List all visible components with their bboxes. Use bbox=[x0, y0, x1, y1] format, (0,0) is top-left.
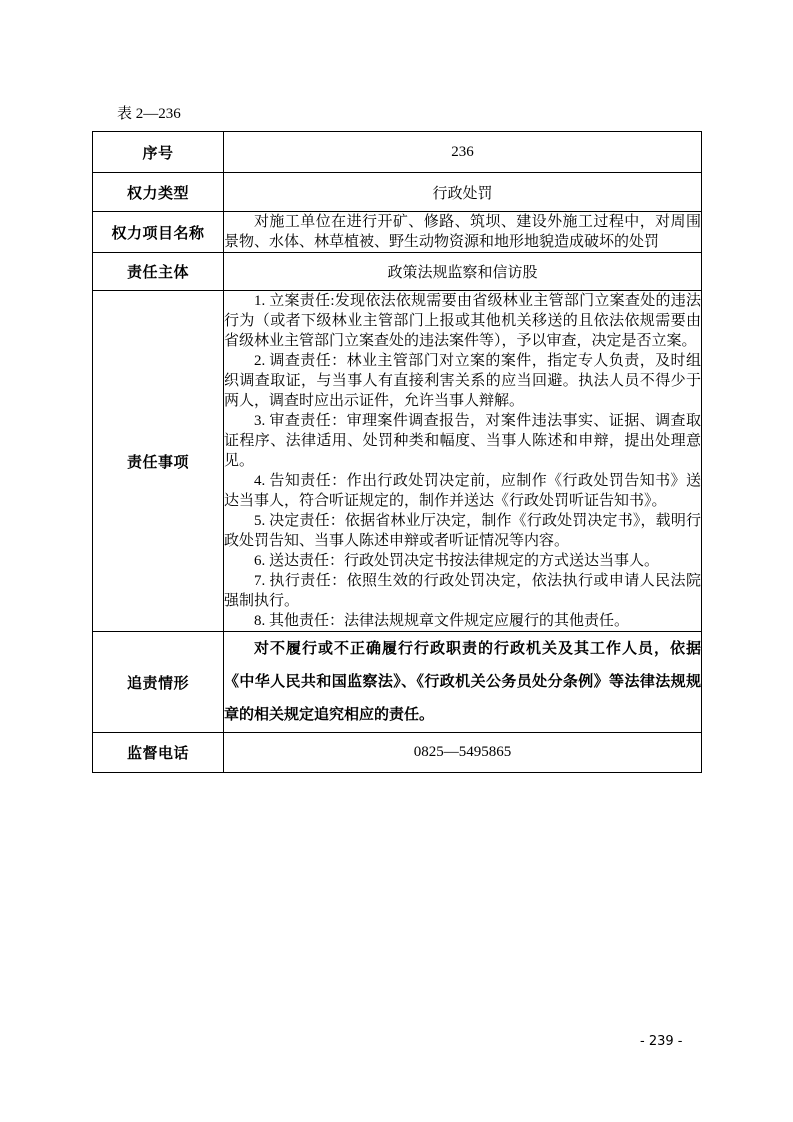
label-power-item-name: 权力项目名称 bbox=[93, 212, 224, 253]
label-serial-number: 序号 bbox=[93, 132, 224, 173]
power-item-name-text: 对施工单位在进行开矿、修路、筑坝、建设外施工过程中，对周围景物、水体、林草植被、野生动物资源和地形地貌造成破坏的处罚 bbox=[224, 214, 701, 250]
power-item-table bbox=[92, 131, 702, 773]
value-responsibility-matters bbox=[224, 291, 702, 632]
label-power-type: 权力类型 bbox=[93, 173, 224, 212]
value-accountability-situations bbox=[224, 632, 702, 733]
table-row-supervision-phone bbox=[93, 733, 702, 773]
label-supervision-phone: 监督电话 bbox=[93, 733, 224, 773]
responsibility-item-6: 6. 送达责任：行政处罚决定书按法律规定的方式送达当事人。 bbox=[254, 553, 660, 569]
table-caption: 表 2—236 bbox=[117, 106, 181, 122]
value-serial-number: 236 bbox=[224, 132, 702, 173]
responsibility-item-2: 2. 调查责任：林业主管部门对立案的案件，指定专人负责，及时组织调查取证，与当事人有直接利害关系的应当回避。执法人员不得少于两人，调查时应出示证件，允许当事人辩解。 bbox=[224, 353, 701, 409]
label-accountability-situations: 追责情形 bbox=[93, 632, 224, 733]
responsibility-item-7: 7. 执行责任：依照生效的行政处罚决定，依法执行或申请人民法院强制执行。 bbox=[224, 573, 701, 609]
table-row-power-type bbox=[93, 173, 702, 212]
value-supervision-phone: 0825—5495865 bbox=[224, 733, 702, 773]
responsibility-item-4: 4. 告知责任：作出行政处罚决定前，应制作《行政处罚告知书》送达当事人，符合听证规定的，制作并送达《行政处罚听证告知书》。 bbox=[224, 473, 701, 509]
label-responsibility-matters: 责任事项 bbox=[93, 291, 224, 632]
page-number: - 239 - bbox=[640, 1034, 683, 1049]
value-responsibility-subject: 政策法规监察和信访股 bbox=[224, 253, 702, 291]
value-power-type: 行政处罚 bbox=[224, 173, 702, 212]
accountability-text: 对不履行或不正确履行行政职责的行政机关及其工作人员，依据《中华人民共和国监察法》、《行政机关公务员处分条例》等法律法规规章的相关规定追究相应的责任。 bbox=[224, 640, 701, 723]
responsibility-item-1: 1. 立案责任:发现依法依规需要由省级林业主管部门立案查处的违法行为（或者下级林业主管部门上报或其他机关移送的且依法依规需要由省级林业主管部门立案查处的违法案件等），予以审查，决定是否立案。 bbox=[224, 293, 701, 349]
responsibility-item-3: 3. 审查责任：审理案件调查报告，对案件违法事实、证据、调查取证程序、法律适用、处罚种类和幅度、当事人陈述和申辩，提出处理意见。 bbox=[224, 413, 701, 469]
responsibility-item-8: 8. 其他责任：法律法规规章文件规定应履行的其他责任。 bbox=[254, 613, 630, 629]
table-row-power-item-name bbox=[93, 212, 702, 253]
table-row-responsibility-subject bbox=[93, 253, 702, 291]
table-row-serial-number bbox=[93, 132, 702, 173]
table-row-accountability-situations bbox=[93, 632, 702, 733]
table-row-responsibility-matters bbox=[93, 291, 702, 632]
label-responsibility-subject: 责任主体 bbox=[93, 253, 224, 291]
value-power-item-name bbox=[224, 212, 702, 253]
responsibility-item-5: 5. 决定责任：依据省林业厅决定，制作《行政处罚决定书》，载明行政处罚告知、当事人陈述申辩或者听证情况等内容。 bbox=[224, 513, 701, 549]
